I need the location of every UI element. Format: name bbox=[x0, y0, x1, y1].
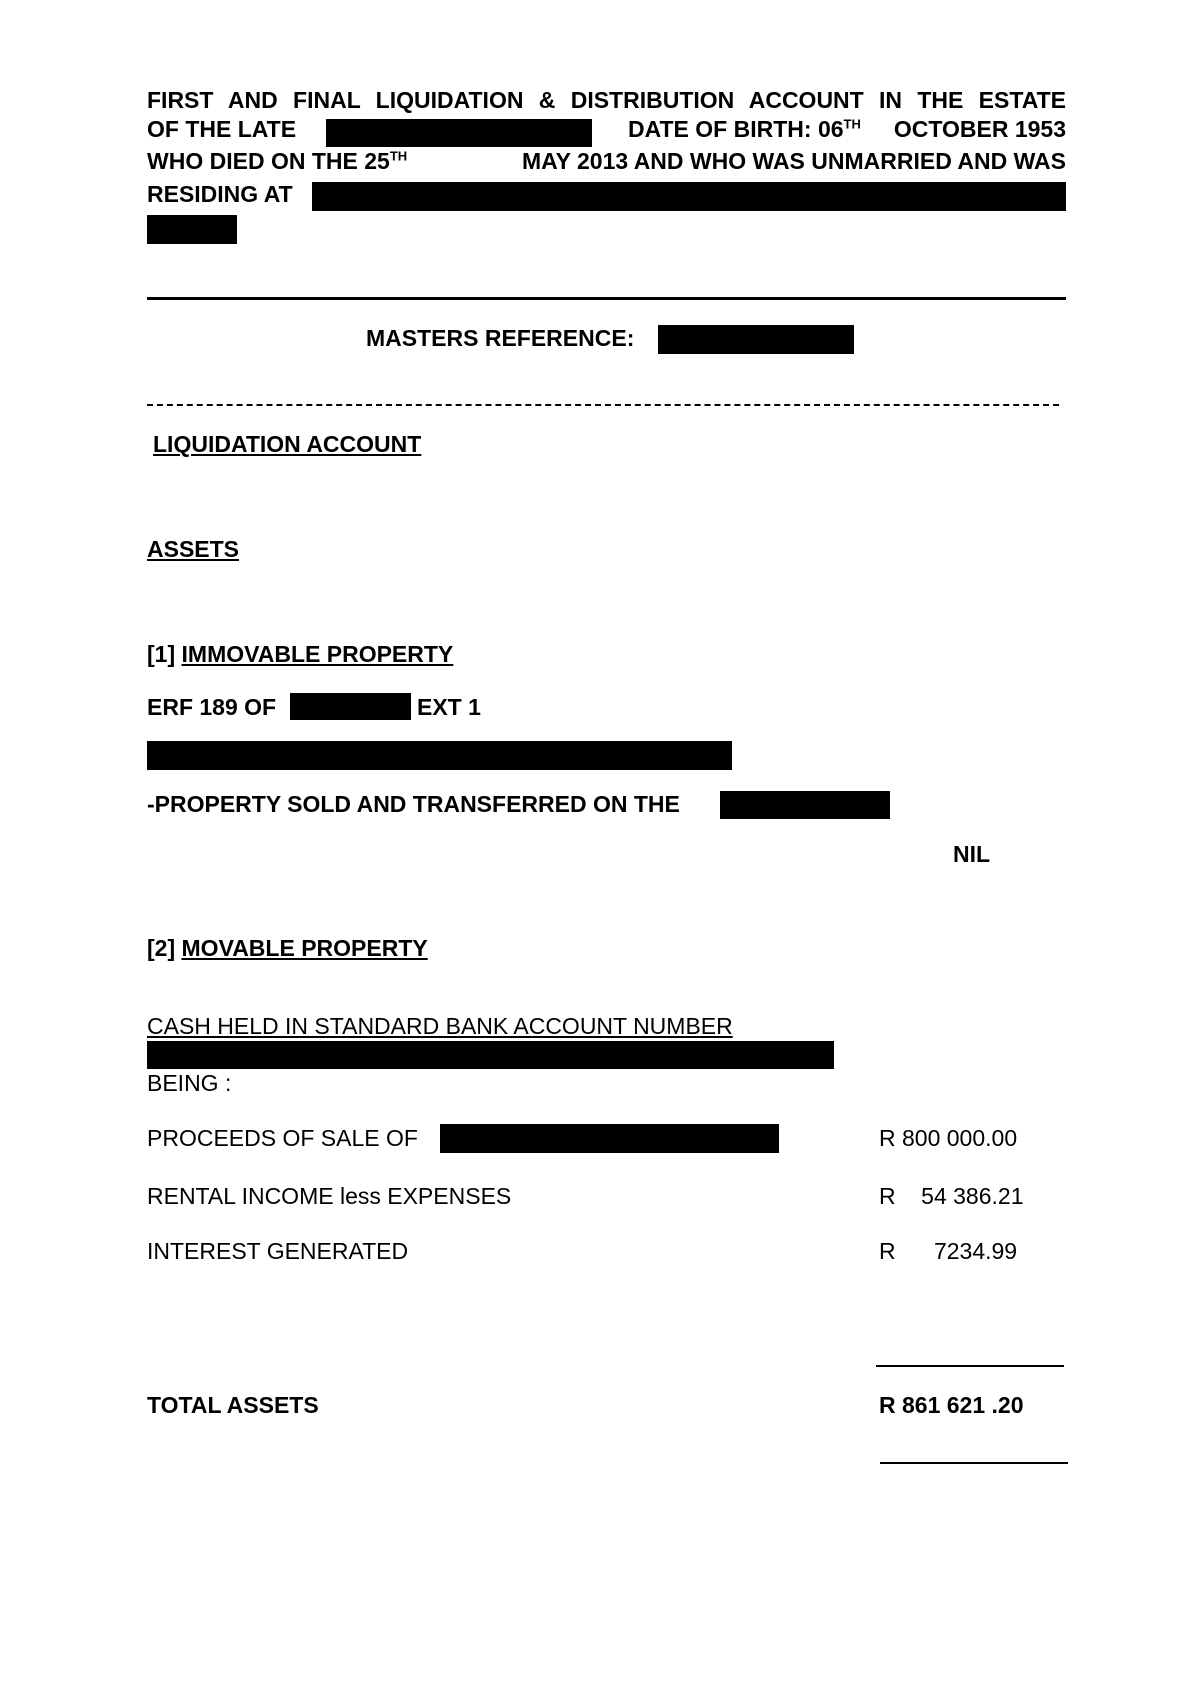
header-line-3 bbox=[147, 148, 1066, 180]
movable-number: [2] bbox=[147, 935, 176, 961]
redacted-account-number bbox=[147, 1041, 834, 1069]
header-line-2 bbox=[147, 116, 1066, 148]
property-sold-text: -PROPERTY SOLD AND TRANSFERRED ON THE bbox=[147, 791, 680, 817]
redacted-suburb bbox=[290, 693, 411, 720]
redacted-address-2 bbox=[147, 215, 237, 244]
immovable-title: IMMOVABLE PROPERTY bbox=[181, 641, 454, 667]
redacted-masters-reference bbox=[658, 325, 854, 354]
redacted-property-detail bbox=[147, 741, 732, 770]
item-label: PROCEEDS OF SALE OF bbox=[147, 1125, 418, 1151]
movable-property-heading bbox=[147, 935, 480, 962]
reference-divider bbox=[147, 404, 1059, 406]
immovable-property-heading bbox=[147, 641, 477, 668]
total-top-rule bbox=[876, 1365, 1064, 1367]
being-label: BEING : bbox=[147, 1070, 232, 1096]
header-residing-label: RESIDING AT bbox=[147, 181, 293, 207]
immovable-number: [1] bbox=[147, 641, 176, 667]
header-death-date: WHO DIED ON THE 25TH bbox=[147, 148, 408, 174]
header-marital-status: MAY 2013 AND WHO WAS UNMARRIED AND WAS bbox=[522, 148, 1066, 174]
redacted-transfer-date bbox=[720, 791, 890, 819]
header-divider bbox=[147, 297, 1066, 300]
liquidation-account-title: LIQUIDATION ACCOUNT bbox=[153, 431, 422, 457]
item-amount: R 800 000.00 bbox=[879, 1125, 1018, 1151]
header-late-label: OF THE LATE bbox=[147, 116, 297, 142]
total-bottom-rule bbox=[880, 1462, 1068, 1464]
redacted-address-1 bbox=[312, 182, 1066, 211]
cash-held-text: CASH HELD IN STANDARD BANK ACCOUNT NUMBER bbox=[147, 1013, 733, 1039]
redacted-sold-property bbox=[440, 1124, 779, 1153]
movable-title: MOVABLE PROPERTY bbox=[181, 935, 428, 961]
assets-title: ASSETS bbox=[147, 536, 240, 562]
masters-reference-label: MASTERS REFERENCE: bbox=[366, 325, 635, 351]
erf-label: ERF 189 OF bbox=[147, 694, 277, 720]
immovable-value: NIL bbox=[953, 841, 991, 867]
item-amount: R 54 386.21 bbox=[879, 1183, 1024, 1209]
erf-extension: EXT 1 bbox=[417, 694, 481, 720]
header-dob-month: OCTOBER 1953 bbox=[893, 116, 1066, 142]
item-label: INTEREST GENERATED bbox=[147, 1238, 409, 1264]
redacted-name bbox=[326, 119, 592, 147]
total-assets-amount: R 861 621 .20 bbox=[879, 1392, 1024, 1418]
item-label: RENTAL INCOME less EXPENSES bbox=[147, 1183, 512, 1209]
item-amount: R 7234.99 bbox=[879, 1238, 1018, 1264]
total-assets-label: TOTAL ASSETS bbox=[147, 1392, 319, 1418]
header-line-1: FIRST AND FINAL LIQUIDATION & DISTRIBUTION ACCOUNT IN THE ESTATE bbox=[147, 87, 1066, 113]
header-dob: DATE OF BIRTH: 06TH bbox=[628, 116, 861, 142]
